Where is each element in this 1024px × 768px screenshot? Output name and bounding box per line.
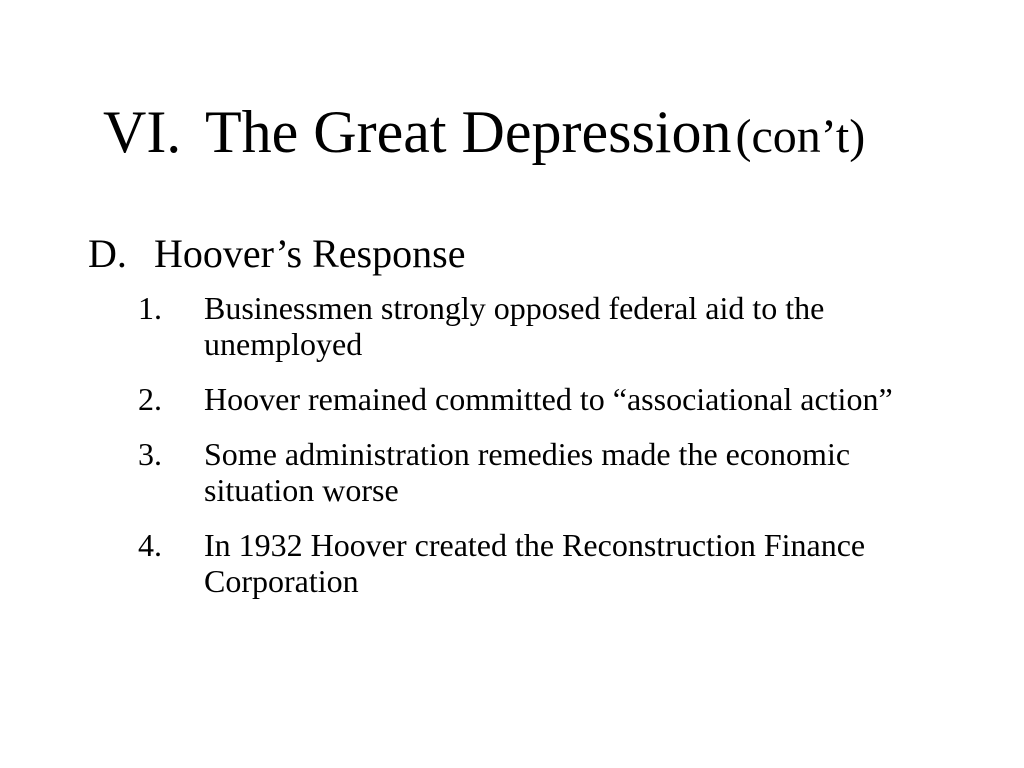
title-numeral: VI.: [103, 99, 182, 165]
title-suffix: (con’t): [735, 110, 866, 163]
section-letter: D.: [88, 231, 127, 276]
list-item-number: 3.: [138, 436, 162, 472]
list-item-text: In 1932 Hoover created the Reconstruction Finance Corporation: [204, 527, 866, 599]
list-item-number: 2.: [138, 381, 162, 417]
section-heading: [88, 232, 465, 276]
list-item: [138, 381, 958, 417]
section-heading-text: Hoover’s Response: [154, 231, 466, 276]
numbered-list: [138, 290, 958, 618]
list-item: [138, 527, 958, 599]
list-item-text: Hoover remained committed to “associational action”: [204, 381, 893, 417]
title-text: The Great Depression: [205, 99, 732, 165]
list-item-number: 4.: [138, 527, 162, 563]
list-item-text: Some administration remedies made the economic situation worse: [204, 436, 851, 508]
list-item: [138, 436, 958, 508]
list-item: [138, 290, 958, 362]
list-item-text: Businessmen strongly opposed federal aid to the unemployed: [204, 290, 825, 362]
slide-title: [103, 99, 866, 165]
list-item-number: 1.: [138, 290, 162, 326]
